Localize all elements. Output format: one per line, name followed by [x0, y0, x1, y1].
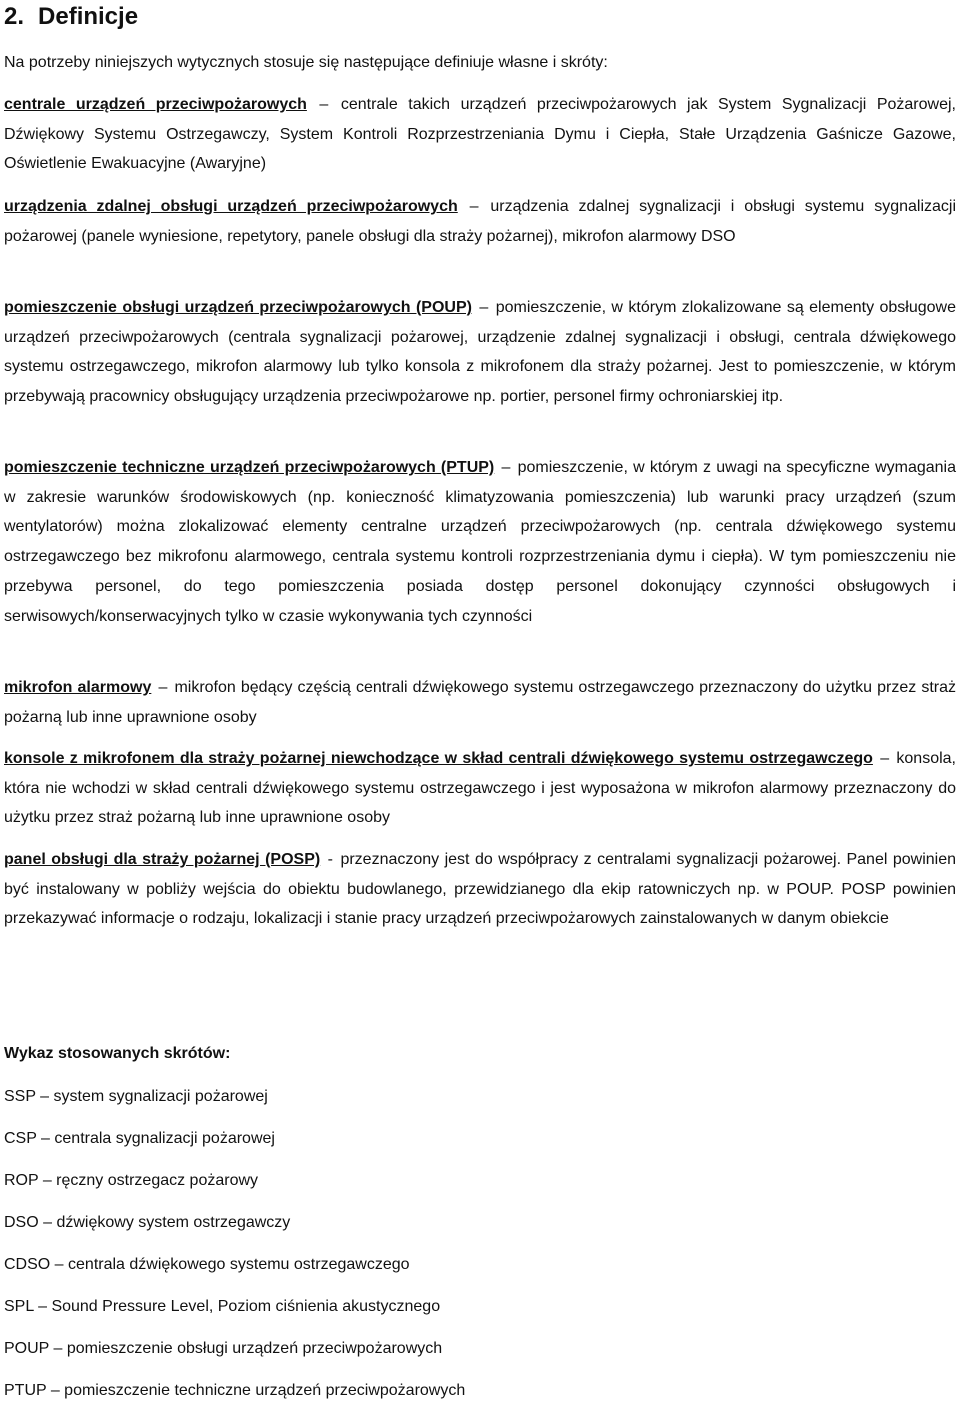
definition-item	[4, 192, 956, 251]
definition-term: pomieszczenie techniczne urządzeń przeciwpożarowych (PTUP)	[4, 459, 495, 476]
definition-term: pomieszczenie obsługi urządzeń przeciwpożarowych (POUP)	[4, 299, 472, 316]
definition-term: mikrofon alarmowy	[4, 679, 152, 696]
section-number: 2.	[4, 3, 25, 30]
definition-text: centrale takich urządzeń przeciwpożarowych jak System Sygnalizacji Pożarowej, Dźwiękowy Systemu Ostrzegawczy, System Kontroli Rozprzestrzeniania Dymu i Ciepła, Stałe Urządzenia Gaśnicze Gazowe, Oświetlenie Ewakuacyjne (Awaryjne)	[4, 96, 956, 173]
definition-separator: –	[479, 299, 489, 316]
definition-term: panel obsługi dla straży pożarnej (POSP)	[4, 851, 321, 868]
definition-separator: –	[501, 459, 511, 476]
abbreviation-item: POUP – pomieszczenie obsługi urządzeń przeciwpożarowych	[4, 1340, 443, 1357]
abbreviations-list	[4, 1086, 465, 1422]
intro-text: Na potrzeby niniejszych wytycznych stosuje się następujące definiuje własne i skróty:	[4, 54, 608, 71]
definition-separator: –	[158, 679, 168, 696]
definition-item	[4, 845, 956, 934]
definition-text: mikrofon będący częścią centrali dźwiękowego systemu ostrzegawczego przeznaczony do użytku przez straż pożarną lub inne uprawnione osoby	[4, 679, 957, 726]
definition-term: centrale urządzeń przeciwpożarowych	[4, 96, 307, 113]
definition-text: przeznaczony jest do współpracy z centralami sygnalizacji pożarowej. Panel powinien być instalowany w pobliży wejścia do obiektu budowlanego, przewidzianego dla ekip ratowniczych np. w POUP. POSP powinien przekazywać informacje o rodzaju, lokalizacji i stanie pracy urządzeń przeciwpożarowych zainstalowanych w danym obiekcie	[4, 851, 956, 928]
definition-item	[4, 453, 956, 631]
definition-item	[4, 293, 956, 412]
definition-text: pomieszczenie, w którym z uwagi na specyficzne wymagania w zakresie warunków środowiskowych (np. konieczność klimatyzowania pomieszczenia) lub warunki pracy urządzeń (szum wentylatorów) można zlokalizować elementy centralne urządzeń przeciwpożarowych (np. centrala dźwiękowego systemu ostrzegawczego bez mikrofonu alarmowego, centrala systemu kontroli rozprzestrzeniania dymu i ciepła). W tym pomieszczeniu nie przebywa personel, do tego pomieszczenia posiada dostęp personel dokonujący czynności obsługowych i serwisowych/konserwacyjnych tylko w czasie wykonywania tych czynności	[4, 459, 957, 625]
definition-separator: –	[880, 750, 890, 767]
abbreviation-item: DSO – dźwiękowy system ostrzegawczy	[4, 1214, 291, 1231]
definition-text: pomieszczenie, w którym zlokalizowane są elementy obsługowe urządzeń przeciwpożarowych (centrala sygnalizacji pożarowej, urządzenie zdalnej sygnalizacji i obsługi, centrala dźwiękowego systemu ostrzegawczego, mikrofon alarmowy lub tylko konsola z mikrofonem dla straży pożarnej. Jest to pomieszczenie, w którym przebywają pracownicy obsługujący urządzenia przeciwpożarowe np. portier, personel firmy ochroniarskiej itp.	[4, 299, 956, 406]
definition-item	[4, 90, 956, 179]
abbreviation-item: SSP – system sygnalizacji pożarowej	[4, 1088, 268, 1105]
definition-separator: –	[319, 96, 329, 113]
abbreviation-item: SPL – Sound Pressure Level, Poziom ciśnienia akustycznego	[4, 1298, 441, 1315]
definition-separator: -	[327, 851, 333, 868]
section-heading	[4, 2, 138, 32]
definition-item	[4, 744, 956, 833]
definition-separator: –	[469, 198, 479, 215]
section-title: Definicje	[38, 3, 139, 30]
definition-term: konsole z mikrofonem dla straży pożarnej niewchodzące w skład centrali dźwiękowego systemu ostrzegawczego	[4, 750, 873, 767]
abbreviation-item: CSP – centrala sygnalizacji pożarowej	[4, 1130, 275, 1147]
abbreviation-item: ROP – ręczny ostrzegacz pożarowy	[4, 1172, 259, 1189]
abbreviation-item: PTUP – pomieszczenie techniczne urządzeń przeciwpożarowych	[4, 1382, 466, 1399]
abbreviations-title: Wykaz stosowanych skrótów:	[4, 1045, 231, 1062]
definition-item	[4, 673, 956, 732]
abbreviation-item: CDSO – centrala dźwiękowego systemu ostrzegawczego	[4, 1256, 410, 1273]
definition-text: urządzenia zdalnej sygnalizacji i obsługi systemu sygnalizacji pożarowej (panele wyniesione, repetytory, panele obsługi dla straży pożarnej), mikrofon alarmowy DSO	[4, 198, 957, 245]
definition-term: urządzenia zdalnej obsługi urządzeń przeciwpożarowych	[4, 198, 458, 215]
definition-text: konsola, która nie wchodzi w skład centrali dźwiękowego systemu ostrzegawczego i jest wyposażona w mikrofon alarmowy przeznaczony do użytku przez straż pożarną lub inne uprawnione osoby	[4, 750, 956, 827]
